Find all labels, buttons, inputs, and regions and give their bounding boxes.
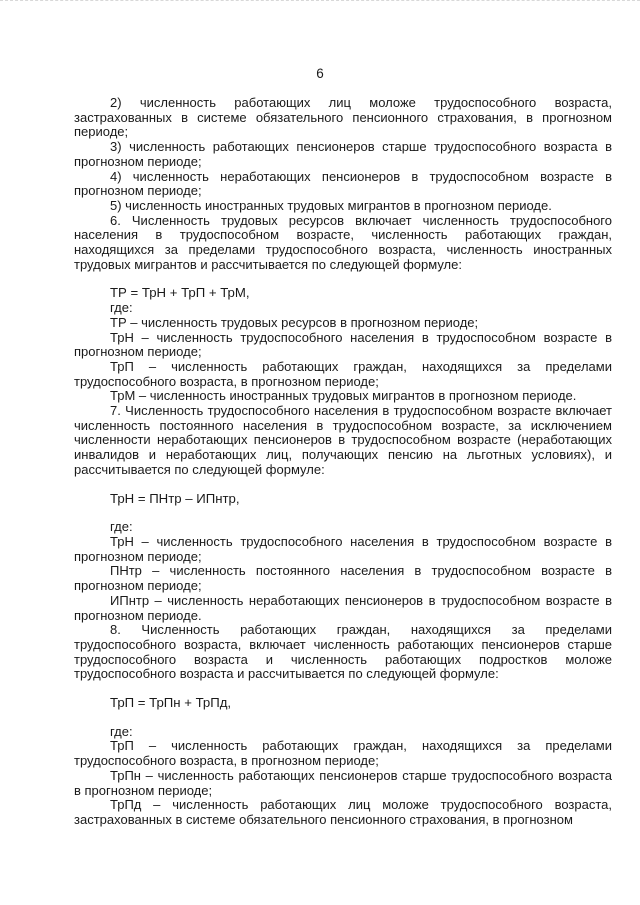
definition-item: ТрН – численность трудоспособного населения в трудоспособном возрасте в прогнозном периоде; (74, 533, 612, 564)
definition-item: ТрПд – численность работающих лиц моложе трудоспособного возраста, застрахованных в системе обязательного пенсионного страхования, в прогнозном (74, 797, 612, 827)
spacer (74, 506, 612, 520)
where-label: где: (110, 723, 133, 739)
page-number: 6 (316, 66, 324, 81)
paragraph: 4) численность неработающих пенсионеров в трудоспособном возрасте в прогнозном периоде; (74, 168, 612, 199)
where-label: где: (110, 519, 133, 535)
paragraph: 6. Численность трудовых ресурсов включает численность трудоспособного населения в трудоспособном возрасте, численность работающих граждан, находящихся за пределами трудоспособного возраста, численность иностранных трудовых мигрантов и рассчитывается по следующей формуле: (74, 212, 612, 272)
definition-item: ТР – численность трудовых ресурсов в прогнозном периоде; (110, 314, 479, 330)
definition-item: ТрН – численность трудоспособного населения в трудоспособном возрасте в прогнозном периоде; (74, 329, 612, 360)
spacer (74, 711, 612, 725)
paragraph: 2) численность работающих лиц моложе трудоспособного возраста, застрахованных в системе обязательного пенсионного страхования, в прогнозном периоде; (74, 95, 612, 140)
definition-item: ТрП – численность работающих граждан, находящихся за пределами трудоспособного возраста, в прогнозном периоде; (74, 738, 612, 769)
where-label: где: (110, 300, 133, 316)
paragraph: 5) численность иностранных трудовых мигрантов в прогнозном периоде. (110, 197, 552, 213)
definition-item: ИПнтр – численность неработающих пенсионеров в трудоспособном возрасте в прогнозном периоде. (74, 592, 612, 623)
definition-item: ПНтр – численность постоянного населения в трудоспособном возрасте в прогнозном периоде; (74, 563, 612, 594)
definition-item: ТрП – численность работающих граждан, находящихся за пределами трудоспособного возраста, в прогнозном периоде; (74, 358, 612, 389)
paragraph: 7. Численность трудоспособного населения в трудоспособном возрасте включает численность постоянного населения в трудоспособном возрасте, за исключением численности неработающих пенсионеров в трудоспособном возрасте (неработающих инвалидов и неработающих лиц, получающих пенсию на льготных условиях), и рассчитывается по следующей формуле: (74, 403, 612, 477)
spacer (74, 272, 612, 286)
document-body (74, 96, 612, 828)
paragraph: 3) численность работающих пенсионеров старше трудоспособного возраста в прогнозном периоде; (74, 139, 612, 169)
definition-item: ТрМ – численность иностранных трудовых мигрантов в прогнозном периоде. (110, 388, 577, 404)
spacer (74, 478, 612, 492)
formula: ТрП = ТрПн + ТрПд, (110, 695, 232, 711)
scan-edge-artifact (0, 0, 640, 7)
formula: ТрН = ПНтр – ИПнтр, (110, 490, 240, 506)
paragraph: 8. Численность работающих граждан, находящихся за пределами трудоспособного возраста, включает численность работающих пенсионеров старше трудоспособного возраста и численность работающих подростков моложе трудоспособного возраста и рассчитывается по следующей формуле: (74, 622, 612, 682)
spacer (74, 682, 612, 696)
formula: ТР = ТрН + ТрП + ТрМ, (110, 285, 250, 301)
definition-item: ТрПн – численность работающих пенсионеров старше трудоспособного возраста в прогнозном периоде; (74, 767, 612, 798)
